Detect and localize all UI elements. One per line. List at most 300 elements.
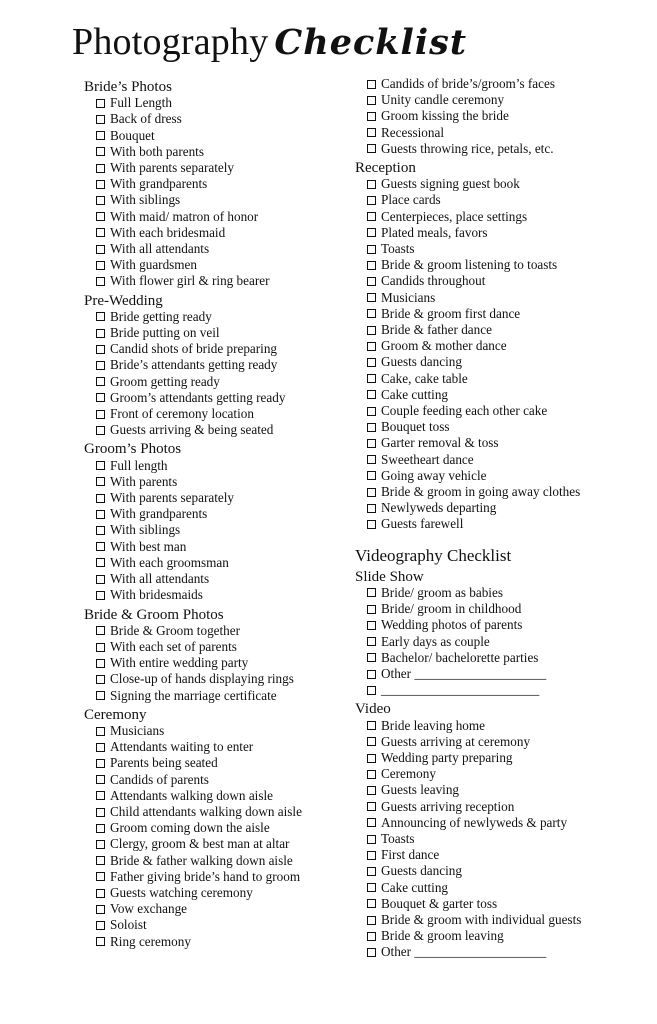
checklist-item-label: With maid/ matron of honor — [110, 208, 259, 224]
checkbox-icon[interactable] — [367, 686, 376, 695]
checkbox-icon[interactable] — [367, 770, 376, 779]
checklist-item-label: With entire wedding party — [110, 655, 249, 671]
checkbox-icon[interactable] — [367, 835, 376, 844]
checkbox-icon[interactable] — [367, 802, 376, 811]
checklist-item-label: With each bridesmaid — [110, 224, 226, 240]
checklist-item[interactable] — [84, 555, 344, 571]
checkbox-icon[interactable] — [367, 245, 376, 254]
checklist-item[interactable] — [84, 128, 344, 144]
checklist-item-label: Guests watching ceremony — [110, 884, 253, 900]
title-script: Checklist — [274, 22, 468, 63]
checklist-item[interactable] — [355, 338, 645, 354]
checklist-item-label: Unity candle ceremony — [381, 92, 505, 108]
checklist-item-label: Guests dancing — [381, 354, 462, 370]
checklist-item-label: Couple feeding each other cake — [381, 403, 548, 419]
checklist-item-label: Recessional — [381, 124, 444, 140]
checklist-item-label: Guests arriving reception — [381, 798, 515, 814]
checkbox-icon[interactable] — [96, 393, 105, 402]
checklist-item-label: With siblings — [110, 522, 181, 538]
checkbox-icon[interactable] — [96, 791, 105, 800]
checklist-item-label: With parents separately — [110, 160, 234, 176]
checklist-item-label: Clergy, groom & best man at altar — [110, 836, 290, 852]
checklist-item[interactable] — [355, 108, 645, 124]
checkbox-icon[interactable] — [96, 461, 105, 470]
checklist-item[interactable] — [84, 506, 344, 522]
checklist-item[interactable] — [355, 831, 645, 847]
checkbox-icon[interactable] — [96, 889, 105, 898]
checklist-item[interactable] — [355, 928, 645, 944]
checklist-item[interactable] — [355, 880, 645, 896]
checklist-item[interactable] — [84, 623, 344, 639]
checklist-item-label: With all attendants — [110, 571, 210, 587]
checklist-item-label: Guests arriving at ceremony — [381, 733, 531, 749]
checklist-item[interactable] — [84, 458, 344, 474]
checkbox-icon[interactable] — [367, 439, 376, 448]
checkbox-icon[interactable] — [367, 326, 376, 335]
checklist-item[interactable] — [355, 419, 645, 435]
checklist-item-label: Front of ceremony location — [110, 406, 254, 422]
checklist-item[interactable] — [355, 500, 645, 516]
checklist-item[interactable] — [84, 820, 344, 836]
checkbox-icon[interactable] — [367, 818, 376, 827]
checklist-item[interactable] — [84, 788, 344, 804]
checklist-item-label: Plated meals, favors — [381, 224, 488, 240]
checkbox-icon[interactable] — [96, 410, 105, 419]
checklist-item-label: Candids of bride’s/groom’s faces — [381, 76, 555, 91]
checkbox-icon[interactable] — [96, 494, 105, 503]
checklist-item[interactable] — [355, 617, 645, 633]
checklist-item[interactable] — [84, 671, 344, 687]
checkbox-icon[interactable] — [96, 131, 105, 140]
checkbox-icon[interactable] — [96, 727, 105, 736]
page-title — [72, 20, 467, 64]
checkbox-icon[interactable] — [367, 390, 376, 399]
checklist-item-label: Groom & mother dance — [381, 338, 507, 354]
checklist-item-label: Vow exchange — [110, 901, 188, 917]
checklist-item-label: ________________________ — [381, 682, 540, 698]
checkbox-icon[interactable] — [96, 808, 105, 817]
checklist-item-label: With both parents — [110, 143, 204, 159]
title-main: Photography — [72, 21, 269, 63]
checklist-item[interactable] — [355, 650, 645, 666]
checkbox-icon[interactable] — [96, 115, 105, 124]
checklist-item-label: Bachelor/ bachelorette parties — [381, 649, 539, 665]
checkbox-icon[interactable] — [367, 851, 376, 860]
checkbox-icon[interactable] — [96, 329, 105, 338]
checklist-item[interactable] — [84, 273, 344, 289]
checklist-item-label: First dance — [381, 847, 440, 863]
checkbox-icon[interactable] — [96, 361, 105, 370]
checklist-item[interactable] — [84, 192, 344, 208]
checklist-item[interactable] — [355, 734, 645, 750]
checklist-item[interactable] — [355, 125, 645, 141]
checkbox-icon[interactable] — [367, 670, 376, 679]
checklist-item[interactable] — [355, 387, 645, 403]
checkbox-icon[interactable] — [96, 872, 105, 881]
checklist-item[interactable] — [84, 374, 344, 390]
checklist-item[interactable] — [355, 601, 645, 617]
checkbox-icon[interactable] — [367, 867, 376, 876]
checkbox-icon[interactable] — [367, 621, 376, 630]
checklist-item-label: Bride getting ready — [110, 308, 212, 324]
checklist-item-label: With bridesmaids — [110, 587, 203, 603]
checklist-item[interactable] — [355, 634, 645, 650]
checkbox-icon[interactable] — [96, 759, 105, 768]
checkbox-icon[interactable] — [367, 293, 376, 302]
checkbox-icon[interactable] — [367, 737, 376, 746]
checklist-item[interactable] — [84, 341, 344, 357]
checklist-item-label: Announcing of newlyweds & party — [381, 814, 568, 830]
checklist-item-label: Guests leaving — [381, 782, 460, 798]
checkbox-icon[interactable] — [96, 377, 105, 386]
checklist-item-label: Place cards — [381, 192, 441, 208]
checklist-item[interactable] — [355, 273, 645, 289]
checklist-item-label: Bride/ groom in childhood — [381, 601, 522, 617]
checkbox-icon[interactable] — [96, 691, 105, 700]
checklist-item[interactable] — [84, 522, 344, 538]
checklist-item[interactable] — [84, 639, 344, 655]
checklist-item-label: Groom kissing the bride — [381, 108, 509, 124]
checklist-item-label: Other ____________________ — [381, 944, 547, 960]
checkbox-icon[interactable] — [96, 659, 105, 668]
checkbox-icon[interactable] — [367, 96, 376, 105]
checkbox-icon[interactable] — [96, 558, 105, 567]
checkbox-icon[interactable] — [367, 196, 376, 205]
checklist-item-label: Child attendants walking down aisle — [110, 803, 302, 819]
checklist-item[interactable] — [355, 371, 645, 387]
checklist-item-label: Bride & groom leaving — [381, 928, 504, 944]
checklist-item[interactable] — [84, 241, 344, 257]
checkbox-icon[interactable] — [96, 743, 105, 752]
checklist-item-label: Bride & father walking down aisle — [110, 852, 293, 868]
checklist-item[interactable] — [84, 490, 344, 506]
checklist-item-label: Bride & groom listening to toasts — [381, 257, 558, 273]
checklist-item[interactable] — [84, 836, 344, 852]
checklist-item[interactable] — [84, 209, 344, 225]
right-section-heading: Reception — [355, 160, 416, 177]
checklist-item-label: Bride & groom first dance — [381, 305, 521, 321]
checklist-item-label: Musicians — [381, 289, 436, 305]
checklist-item-label: Parents being seated — [110, 755, 218, 771]
left-section-heading: Ceremony — [84, 706, 147, 723]
checklist-item-label: Toasts — [381, 241, 415, 257]
checklist-item[interactable] — [84, 225, 344, 241]
checklist-item[interactable] — [355, 484, 645, 500]
checkbox-icon[interactable] — [367, 128, 376, 137]
checkbox-icon[interactable] — [367, 721, 376, 730]
checklist-item-label: Close-up of hands displaying rings — [110, 671, 294, 687]
checklist-item[interactable] — [355, 306, 645, 322]
checkbox-icon[interactable] — [96, 626, 105, 635]
checklist-item-label: With parents separately — [110, 490, 234, 506]
checklist-item[interactable] — [84, 539, 344, 555]
checkbox-icon[interactable] — [96, 212, 105, 221]
checkbox-icon[interactable] — [96, 277, 105, 286]
checklist-item[interactable] — [355, 718, 645, 734]
checkbox-icon[interactable] — [96, 426, 105, 435]
checkbox-icon[interactable] — [367, 261, 376, 270]
checklist-item[interactable] — [84, 95, 344, 111]
checkbox-icon[interactable] — [96, 575, 105, 584]
checklist-item-label: Candid shots of bride preparing — [110, 341, 278, 357]
checkbox-icon[interactable] — [367, 144, 376, 153]
checkbox-icon[interactable] — [96, 921, 105, 930]
checklist-item-label: Bride & father dance — [381, 322, 492, 338]
checklist-item[interactable] — [84, 901, 344, 917]
checklist-item[interactable] — [355, 750, 645, 766]
checkbox-icon[interactable] — [96, 510, 105, 519]
checklist-item-label: With flower girl & ring bearer — [110, 273, 270, 289]
checkbox-icon[interactable] — [367, 423, 376, 432]
checkbox-icon[interactable] — [96, 675, 105, 684]
checklist-item[interactable] — [84, 357, 344, 373]
checkbox-icon[interactable] — [96, 526, 105, 535]
checkbox-icon[interactable] — [367, 80, 376, 89]
checklist-item[interactable] — [355, 322, 645, 338]
checkbox-icon[interactable] — [367, 899, 376, 908]
checklist-item[interactable] — [84, 804, 344, 820]
checklist-item[interactable] — [84, 587, 344, 603]
checkbox-icon[interactable] — [367, 277, 376, 286]
checklist-item[interactable] — [355, 944, 645, 960]
video-section-heading: Slide Show — [355, 568, 424, 585]
checklist-item-label: Bride putting on veil — [110, 325, 220, 341]
checklist-item[interactable] — [84, 655, 344, 671]
left-column — [84, 76, 344, 950]
checkbox-icon[interactable] — [96, 164, 105, 173]
checkbox-icon[interactable] — [367, 112, 376, 121]
checklist-item-label: Bouquet toss — [381, 419, 450, 435]
checkbox-icon[interactable] — [96, 147, 105, 156]
checklist-item-label: With each groomsman — [110, 554, 229, 570]
checklist-item-label: Signing the marriage certificate — [110, 687, 277, 703]
checklist-item[interactable] — [355, 682, 645, 698]
checklist-item-label: Back of dress — [110, 111, 182, 127]
checklist-item[interactable] — [355, 209, 645, 225]
checklist-item-label: Bride’s attendants getting ready — [110, 357, 278, 373]
checkbox-icon[interactable] — [367, 342, 376, 351]
checklist-item-label: Guests arriving & being seated — [110, 422, 274, 438]
checklist-item-label: Cake cutting — [381, 386, 449, 402]
checklist-item-label: Ceremony — [381, 766, 436, 782]
checklist-item-label: Father giving bride’s hand to groom — [110, 868, 301, 884]
checklist-item[interactable] — [355, 468, 645, 484]
checklist-item[interactable] — [355, 354, 645, 370]
checkbox-icon[interactable] — [367, 358, 376, 367]
checklist-item[interactable] — [355, 92, 645, 108]
checkbox-icon[interactable] — [367, 754, 376, 763]
checklist-item[interactable] — [355, 766, 645, 782]
checkbox-icon[interactable] — [96, 99, 105, 108]
checklist-item[interactable] — [84, 309, 344, 325]
checkbox-icon[interactable] — [367, 455, 376, 464]
checklist-item[interactable] — [84, 853, 344, 869]
checkbox-icon[interactable] — [367, 932, 376, 941]
checklist-item[interactable] — [84, 257, 344, 273]
checklist-item-label: Bride & groom in going away clothes — [381, 484, 581, 500]
checklist-item[interactable] — [84, 160, 344, 176]
checklist-item-label: Ring ceremony — [110, 933, 191, 949]
checklist-item-label: Attendants waiting to enter — [110, 739, 254, 755]
checklist-item-label: Toasts — [381, 830, 415, 846]
checklist-item[interactable] — [355, 225, 645, 241]
checkbox-icon[interactable] — [367, 212, 376, 221]
checklist-item-label: With siblings — [110, 192, 181, 208]
checklist-item-label: Other ____________________ — [381, 665, 547, 681]
checkbox-icon[interactable] — [96, 856, 105, 865]
checkbox-icon[interactable] — [96, 937, 105, 946]
checklist-item-label: Cake, cake table — [381, 370, 468, 386]
checklist-item[interactable] — [355, 516, 645, 532]
videography-title: Videography Checklist — [355, 545, 512, 565]
checkbox-icon[interactable] — [96, 245, 105, 254]
checklist-item[interactable] — [84, 474, 344, 490]
checklist-item-label: Guests signing guest book — [381, 176, 520, 192]
checklist-item-label: With all attendants — [110, 241, 210, 257]
checklist-item[interactable] — [84, 934, 344, 950]
checklist-item-label: With best man — [110, 538, 187, 554]
checklist-item-label: Guests throwing rice, petals, etc. — [381, 140, 554, 156]
checkbox-icon[interactable] — [96, 591, 105, 600]
checklist-item[interactable] — [84, 917, 344, 933]
checklist-item[interactable] — [355, 799, 645, 815]
checklist-item-label: Groom’s attendants getting ready — [110, 389, 286, 405]
checkbox-icon[interactable] — [367, 504, 376, 513]
checkbox-icon[interactable] — [367, 948, 376, 957]
checkbox-icon[interactable] — [367, 653, 376, 662]
checklist-item-label: Newlyweds departing — [381, 500, 497, 516]
checklist-item-label: Candids throughout — [381, 273, 486, 289]
checklist-item-label: Attendants walking down aisle — [110, 787, 273, 803]
checkbox-icon[interactable] — [96, 840, 105, 849]
checkbox-icon[interactable] — [96, 345, 105, 354]
checkbox-icon[interactable] — [367, 407, 376, 416]
checkbox-icon[interactable] — [96, 261, 105, 270]
checklist-item-label: Early days as couple — [381, 633, 490, 649]
checklist-item-label: Bride & groom with individual guests — [381, 911, 582, 927]
checkbox-icon[interactable] — [96, 228, 105, 237]
checklist-item[interactable] — [84, 688, 344, 704]
checklist-item-label: Wedding party preparing — [381, 749, 513, 765]
checkbox-icon[interactable] — [96, 312, 105, 321]
checkbox-icon[interactable] — [367, 588, 376, 597]
checklist-item-label: Cake cutting — [381, 879, 449, 895]
checklist-item-label: With guardsmen — [110, 257, 197, 273]
checklist-item[interactable] — [355, 815, 645, 831]
checkbox-icon[interactable] — [96, 196, 105, 205]
checklist-item[interactable] — [355, 782, 645, 798]
checkbox-icon[interactable] — [96, 775, 105, 784]
checklist-item[interactable] — [84, 755, 344, 771]
checkbox-icon[interactable] — [96, 905, 105, 914]
checklist-item[interactable] — [355, 896, 645, 912]
checklist-item[interactable] — [355, 257, 645, 273]
checklist-item[interactable] — [84, 176, 344, 192]
checklist-item[interactable] — [84, 869, 344, 885]
checklist-item-label: Bride/ groom as babies — [381, 584, 503, 600]
checklist-item-label: With parents — [110, 473, 178, 489]
checkbox-icon[interactable] — [367, 916, 376, 925]
checklist-item-label: Candids of parents — [110, 771, 209, 787]
checklist-item[interactable] — [84, 772, 344, 788]
checkbox-icon[interactable] — [96, 180, 105, 189]
checkbox-icon[interactable] — [367, 637, 376, 646]
checklist-item[interactable] — [355, 192, 645, 208]
checklist-item[interactable] — [84, 885, 344, 901]
checklist-item-label: Bouquet — [110, 127, 155, 143]
checkbox-icon[interactable] — [367, 488, 376, 497]
checklist-item[interactable] — [355, 141, 645, 157]
checkbox-icon[interactable] — [367, 786, 376, 795]
checkbox-icon[interactable] — [367, 374, 376, 383]
checklist-item[interactable] — [84, 571, 344, 587]
checklist-item-label: Guests farewell — [381, 516, 464, 532]
checklist-item[interactable] — [355, 912, 645, 928]
checklist-item-label: Bride & Groom together — [110, 622, 241, 638]
checklist-item[interactable] — [355, 452, 645, 468]
left-section-heading: Groom’s Photos — [84, 441, 182, 458]
checkbox-icon[interactable] — [96, 643, 105, 652]
checkbox-icon[interactable] — [367, 228, 376, 237]
checklist-item-label: Sweetheart dance — [381, 451, 474, 467]
checklist-item[interactable] — [355, 241, 645, 257]
checklist-item[interactable] — [84, 390, 344, 406]
checkbox-icon[interactable] — [367, 520, 376, 529]
checklist-item[interactable] — [355, 76, 645, 92]
checklist-item-label: Soloist — [110, 917, 147, 933]
left-section-heading: Pre-Wedding — [84, 292, 163, 309]
checklist-item[interactable] — [355, 403, 645, 419]
checklist-item[interactable] — [355, 585, 645, 601]
checkbox-icon[interactable] — [367, 309, 376, 318]
checklist-item[interactable] — [84, 422, 344, 438]
checklist-item[interactable] — [84, 406, 344, 422]
checkbox-icon[interactable] — [96, 824, 105, 833]
checklist-item-label: Bride leaving home — [381, 717, 486, 733]
checklist-item[interactable] — [355, 847, 645, 863]
checklist-item-label: Full Length — [110, 95, 172, 111]
checklist-item-label: Wedding photos of parents — [381, 617, 523, 633]
checklist-item-label: Musicians — [110, 722, 165, 738]
checklist-item[interactable] — [355, 290, 645, 306]
checklist-item[interactable] — [355, 666, 645, 682]
checkbox-icon[interactable] — [96, 542, 105, 551]
checkbox-icon[interactable] — [367, 180, 376, 189]
checklist-item-label: Full length — [110, 457, 168, 473]
checklist-item-label: With grandparents — [110, 176, 208, 192]
checklist-item-label: Bouquet & garter toss — [381, 895, 498, 911]
checklist-item-label: Groom getting ready — [110, 373, 220, 389]
checkbox-icon[interactable] — [367, 883, 376, 892]
checklist-item-label: Going away vehicle — [381, 467, 487, 483]
checkbox-icon[interactable] — [367, 471, 376, 480]
checklist-item[interactable] — [355, 863, 645, 879]
checklist-item[interactable] — [355, 435, 645, 451]
checklist-item[interactable] — [84, 144, 344, 160]
checkbox-icon[interactable] — [367, 605, 376, 614]
checklist-item[interactable] — [84, 325, 344, 341]
checklist-item-label: With grandparents — [110, 506, 208, 522]
left-section-heading: Bride & Groom Photos — [84, 606, 224, 623]
checklist-item-label: Guests dancing — [381, 863, 462, 879]
checklist-item[interactable] — [355, 176, 645, 192]
checklist-item-label: With each set of parents — [110, 638, 237, 654]
checkbox-icon[interactable] — [96, 477, 105, 486]
checklist-item[interactable] — [84, 111, 344, 127]
checklist-item[interactable] — [84, 723, 344, 739]
checklist-item[interactable] — [84, 739, 344, 755]
left-section-heading: Bride’s Photos — [84, 79, 172, 95]
